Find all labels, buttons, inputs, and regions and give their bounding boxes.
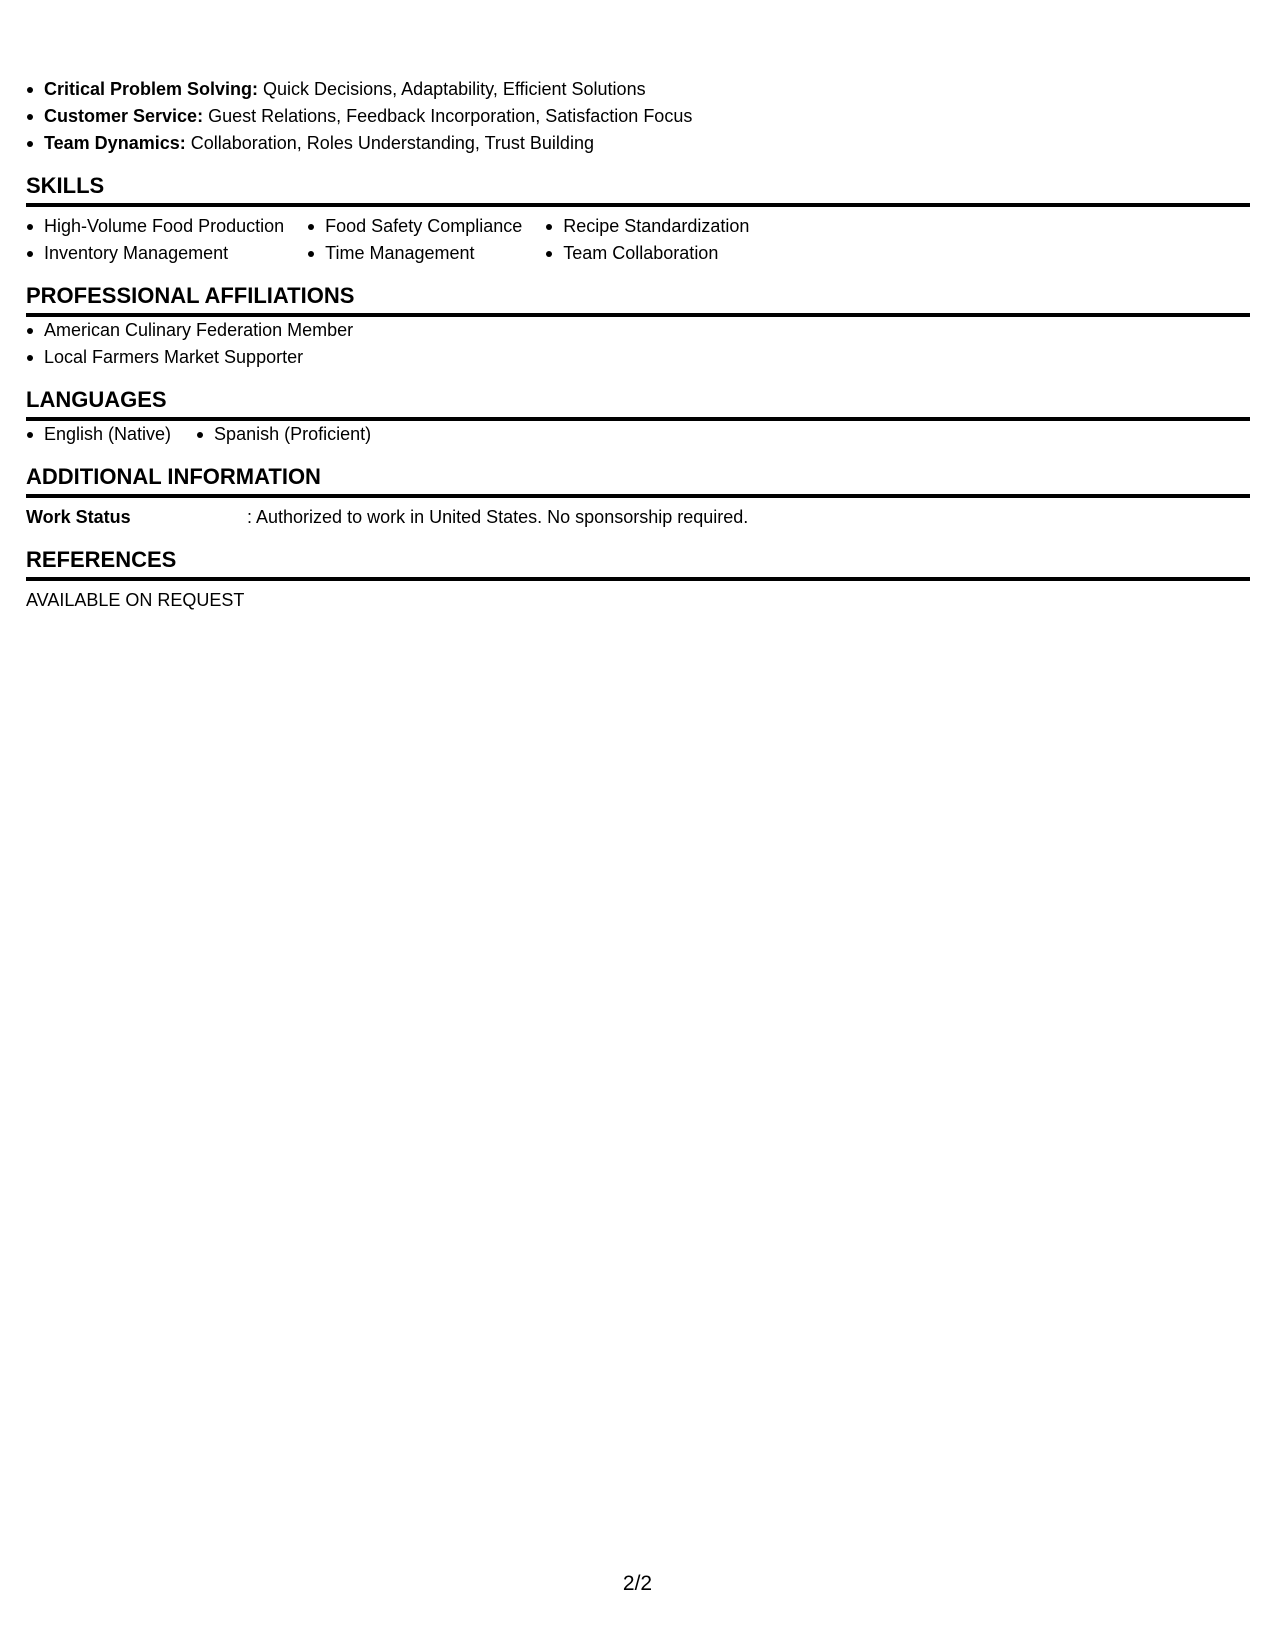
affiliations-list: [26, 317, 1250, 371]
competency-label: Critical Problem Solving:: [44, 79, 259, 99]
section-heading: SKILLS: [26, 172, 1250, 207]
resume-page: [26, 76, 1250, 614]
skills-column: [26, 213, 284, 267]
page-number: 2/2: [622, 1572, 653, 1595]
list-item: Time Management: [307, 240, 522, 267]
section-heading: ADDITIONAL INFORMATION: [26, 463, 1250, 498]
competency-text: Collaboration, Roles Understanding, Trust Building: [185, 133, 594, 153]
list-item: [26, 103, 1250, 130]
section-heading: REFERENCES: [26, 546, 1250, 581]
competency-label: Team Dynamics:: [44, 133, 186, 153]
affiliations-section: [26, 282, 1250, 371]
work-status-value: : Authorized to work in United States. No sponsorship required.: [247, 507, 749, 527]
competencies-list: [26, 76, 1250, 157]
list-item: Local Farmers Market Supporter: [26, 344, 1250, 371]
competency-text: Guest Relations, Feedback Incorporation, Satisfaction Focus: [203, 106, 693, 126]
list-item: American Culinary Federation Member: [26, 317, 1250, 344]
skills-column: [307, 213, 522, 267]
list-item: Food Safety Compliance: [307, 213, 522, 240]
list-item: Spanish (Proficient): [196, 421, 371, 448]
work-status-row: [26, 504, 1250, 531]
list-item: High-Volume Food Production: [26, 213, 284, 240]
list-item: Recipe Standardization: [545, 213, 749, 240]
languages-section: [26, 386, 1250, 448]
work-status-label: Work Status: [26, 507, 131, 527]
list-item: English (Native): [26, 421, 171, 448]
competency-text: Quick Decisions, Adaptability, Efficient Solutions: [258, 79, 646, 99]
references-text: AVAILABLE ON REQUEST: [26, 590, 245, 610]
competency-label: Customer Service:: [44, 106, 204, 126]
section-heading: LANGUAGES: [26, 386, 1250, 421]
list-item: [26, 130, 1250, 157]
list-item: Team Collaboration: [545, 240, 749, 267]
list-item: Inventory Management: [26, 240, 284, 267]
languages-list: [26, 421, 1250, 448]
list-item: [26, 76, 1250, 103]
skills-grid: [26, 213, 1250, 267]
references-section: [26, 546, 1250, 614]
skills-column: [545, 213, 749, 267]
skills-section: [26, 172, 1250, 267]
section-heading: PROFESSIONAL AFFILIATIONS: [26, 282, 1250, 317]
additional-info-section: [26, 463, 1250, 531]
